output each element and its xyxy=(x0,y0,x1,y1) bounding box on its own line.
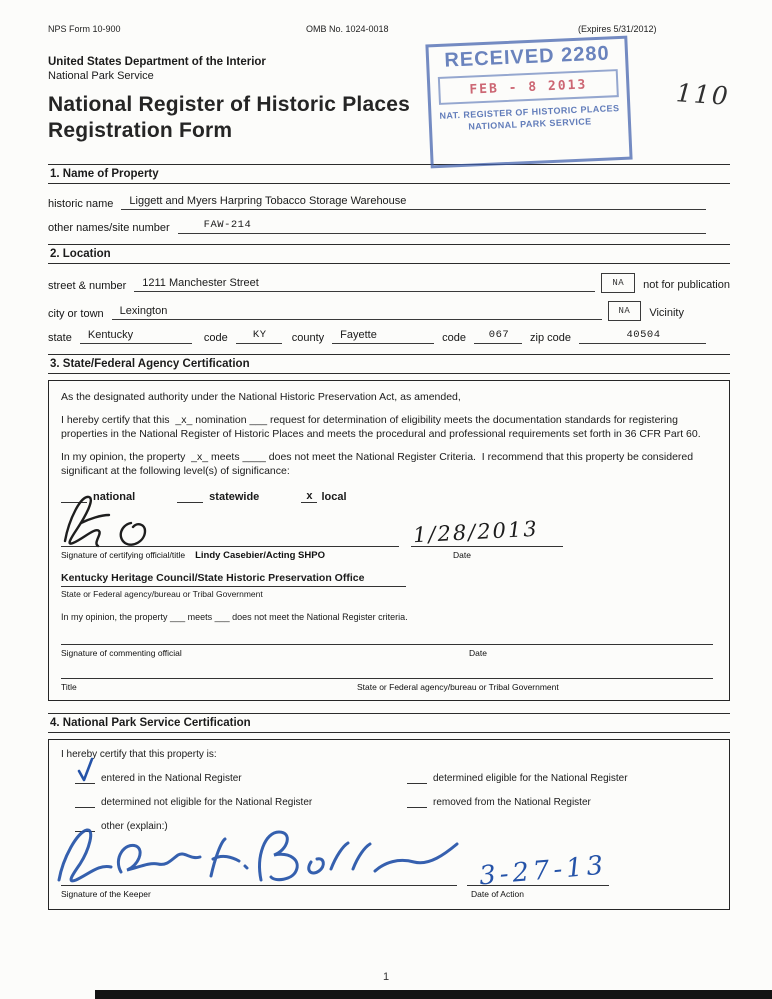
commenting-title-label: Title xyxy=(61,682,77,693)
historic-name-value: Liggett and Myers Harpring Tobacco Storage Warehouse xyxy=(121,195,706,210)
scan-artifact-bar xyxy=(95,990,772,999)
stamp-org-line1: NAT. REGISTER OF HISTORIC PLACES xyxy=(439,103,620,121)
significance-national-label: national xyxy=(93,491,136,504)
expires-note: (Expires 5/31/2012) xyxy=(578,24,657,34)
county-label: county xyxy=(291,332,325,345)
county-value: Fayette xyxy=(332,329,434,344)
certifying-org-type-label: State or Federal agency/bureau or Tribal Government xyxy=(61,589,263,600)
vicinity-label: Vicinity xyxy=(649,307,684,320)
zip-value: 40504 xyxy=(579,329,706,344)
form-title-line2: Registration Form xyxy=(48,119,233,143)
state-label: state xyxy=(48,332,72,345)
certifying-handwritten-date: 1/28/2013 xyxy=(412,517,540,548)
signature-of-commenting-label: Signature of commenting official xyxy=(61,648,182,659)
cert-paragraph-1: As the designated authority under the National Historic Preservation Act, as amended, xyxy=(61,391,461,404)
city-value: Lexington xyxy=(112,305,602,320)
keeper-signature xyxy=(53,816,463,894)
department-name: United States Department of the Interior xyxy=(48,56,266,68)
significance-statewide-label: statewide xyxy=(209,491,260,504)
entered-checkmark-icon xyxy=(75,756,95,784)
certifying-official-signature xyxy=(55,489,205,551)
section-3-heading: 3. State/Federal Agency Certification xyxy=(48,354,730,374)
zip-label: zip code xyxy=(530,332,571,345)
keeper-handwritten-date: 3-27-13 xyxy=(477,850,609,893)
not-for-publication-label: not for publication xyxy=(643,279,730,292)
keeper-signature-area xyxy=(61,850,717,893)
stamp-org-line2: NATIONAL PARK SERVICE xyxy=(468,116,592,132)
state-value: Kentucky xyxy=(80,329,192,344)
stamp-received-text: RECEIVED 2280 xyxy=(443,42,611,72)
street-value: 1211 Manchester Street xyxy=(134,277,595,292)
form-title-line1: National Register of Historic Places xyxy=(48,93,410,116)
stamp-date-box xyxy=(438,69,619,105)
section-1-heading: 1. Name of Property xyxy=(48,164,730,184)
stamp-org-lines xyxy=(431,102,628,135)
option-other: other (explain:) xyxy=(75,820,407,832)
certifying-official-name: Lindy Casebier/Acting SHPO xyxy=(195,550,325,562)
certifying-date-line xyxy=(411,546,563,547)
form-number: NPS Form 10-900 xyxy=(48,24,121,34)
state-federal-certification-box xyxy=(48,380,730,701)
signature-of-certifying-label: Signature of certifying official/title xyxy=(61,550,186,561)
certifying-org-name: Kentucky Heritage Council/State Historic Preservation Office xyxy=(61,572,406,587)
omb-number: OMB No. 1024-0018 xyxy=(306,24,389,34)
state-code-label: code xyxy=(203,332,228,345)
commenting-title-line xyxy=(61,678,713,679)
cert-paragraph-3: In my opinion, the property _x_ meets ____ does not meet the National Register Criteria. I recommend that this property be considered significant at the following level(s) of significance: xyxy=(61,450,697,477)
option-entered: entered in the National Register xyxy=(75,772,407,784)
county-code-label: code xyxy=(442,332,466,345)
other-names-label: other names/site number xyxy=(48,222,170,235)
other-names-value: FAW-214 xyxy=(178,219,706,234)
agency-name: National Park Service xyxy=(48,70,154,82)
local-x-mark: x xyxy=(301,490,317,503)
commenting-signature-line xyxy=(61,644,713,645)
commenting-date-label: Date xyxy=(469,648,487,659)
page-number: 1 xyxy=(382,971,390,983)
section-2-heading: 2. Location xyxy=(48,244,730,264)
historic-name-label: historic name xyxy=(48,198,114,211)
stamp-date: FEB - 8 2013 xyxy=(469,77,588,98)
signature-of-keeper-label: Signature of the Keeper xyxy=(61,889,151,900)
option-determined-eligible: determined eligible for the National Register xyxy=(407,772,717,784)
received-stamp xyxy=(425,36,632,169)
option-removed: removed from the National Register xyxy=(407,796,717,808)
certifying-date-label: Date xyxy=(453,550,471,561)
significance-local-label: local xyxy=(321,491,347,504)
option-not-eligible: determined not eligible for the National Register xyxy=(75,796,407,808)
county-code-value: 067 xyxy=(474,329,522,344)
street-label: street & number xyxy=(48,280,127,293)
handwritten-docket-number: 110 xyxy=(675,78,731,111)
form-meta-row xyxy=(48,0,730,34)
vicinity-na-box: NA xyxy=(608,301,642,321)
section-4-heading: 4. National Park Service Certification xyxy=(48,713,730,733)
state-code-value: KY xyxy=(236,329,282,344)
city-label: city or town xyxy=(48,308,104,321)
not-for-publication-na-box: NA xyxy=(601,273,635,293)
nps-certification-intro: I hereby certify that this property is: xyxy=(61,749,217,761)
date-of-action-label: Date of Action xyxy=(471,889,524,900)
certifying-signature-area xyxy=(61,517,717,548)
commenting-org-type-label: State or Federal agency/bureau or Tribal Government xyxy=(357,682,559,693)
nps-certification-box xyxy=(48,739,730,910)
cert-paragraph-2: I hereby certify that this _x_ nomination ___ request for determination of eligibility meets the documentation standards for registering properties in the National Register of Historic Places and meets the procedural and professional requirements set forth in 36 CFR Part 60. xyxy=(61,413,701,441)
commenting-opinion: In my opinion, the property ___ meets ___ does not meet the National Register criteria. xyxy=(61,612,408,623)
